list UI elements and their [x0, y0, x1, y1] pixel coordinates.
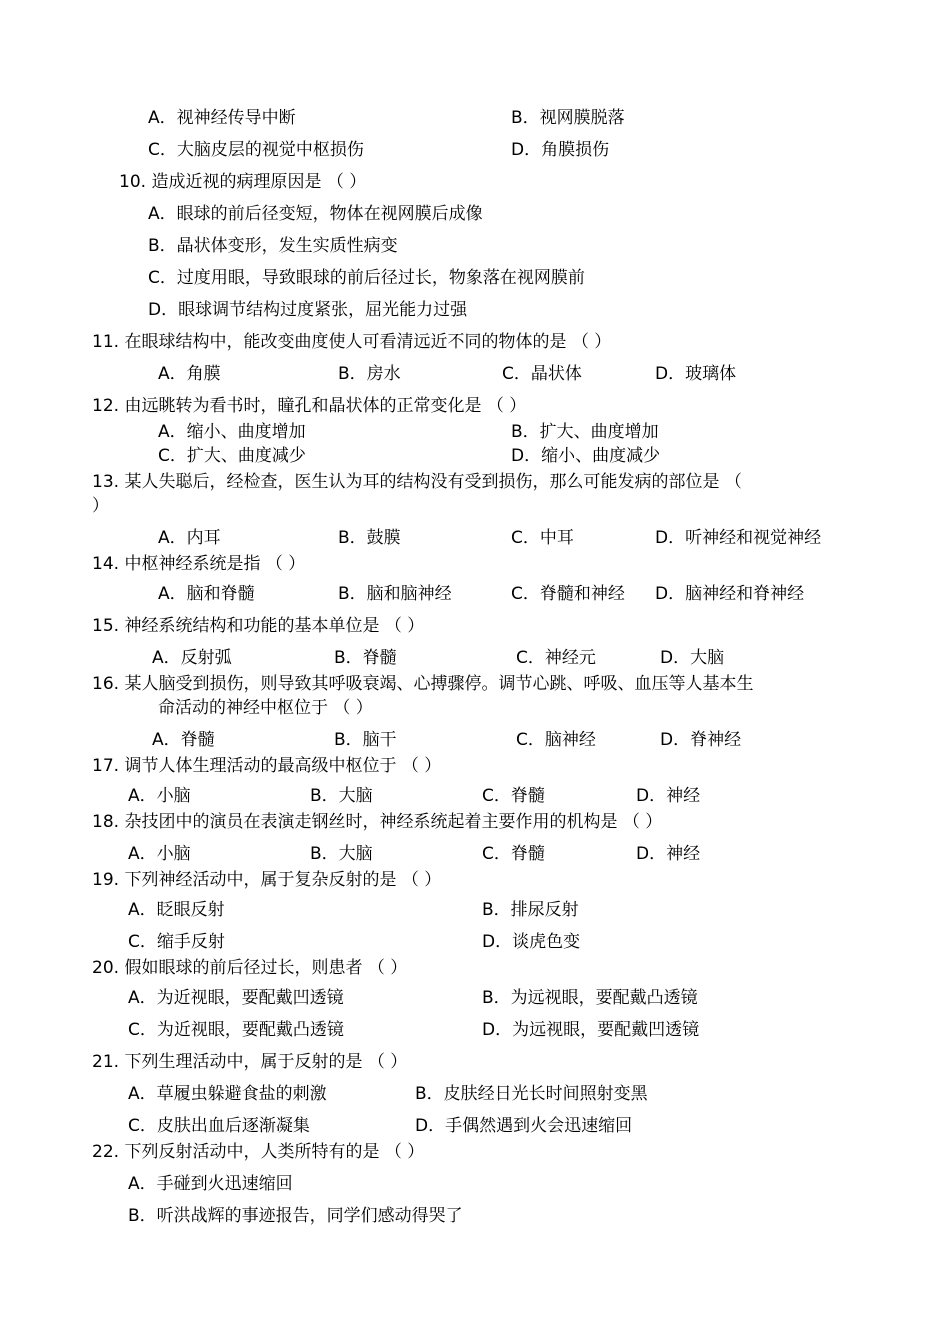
- q16-stem-cont: 命活动的神经中枢位于 （ ）: [158, 698, 373, 718]
- q14-option-c: C．脊髓和神经: [511, 584, 625, 604]
- q17-stem: 17. 调节人体生理活动的最高级中枢位于 （ ）: [92, 756, 442, 776]
- q16-option-d: D．脊神经: [660, 730, 742, 750]
- q17-option-b: B．大脑: [310, 786, 373, 806]
- q14-option-d: D．脑神经和脊神经: [655, 584, 805, 604]
- q22-stem: 22. 下列反射活动中，人类所特有的是 （ ）: [92, 1142, 425, 1162]
- q13-option-a: A．内耳: [158, 528, 221, 548]
- q18-stem: 18. 杂技团中的演员在表演走钢丝时，神经系统起着主要作用的机构是 （ ）: [92, 812, 663, 832]
- q11-option-c: C．晶状体: [502, 364, 582, 384]
- q15-option-a: A．反射弧: [152, 648, 232, 668]
- q20-option-c: C．为近视眼，要配戴凸透镜: [128, 1020, 344, 1040]
- q20-option-d: D．为远视眼，要配戴凹透镜: [482, 1020, 700, 1040]
- q14-option-b: B．脑和脑神经: [338, 584, 452, 604]
- q9-option-b: B．视网膜脱落: [511, 108, 625, 128]
- q18-option-b: B．大脑: [310, 844, 373, 864]
- q13-option-d: D．听神经和视觉神经: [655, 528, 822, 548]
- q15-option-c: C．神经元: [516, 648, 596, 668]
- q19-option-d: D．谈虎色变: [482, 932, 581, 952]
- q10-option-b: B．晶状体变形，发生实质性病变: [148, 236, 398, 256]
- q20-stem: 20. 假如眼球的前后径过长，则患者 （ ）: [92, 958, 408, 978]
- q15-stem: 15. 神经系统结构和功能的基本单位是 （ ）: [92, 616, 425, 636]
- q13-option-c: C．中耳: [511, 528, 574, 548]
- q13-option-b: B．鼓膜: [338, 528, 401, 548]
- q19-option-b: B．排尿反射: [482, 900, 579, 920]
- q22-option-b: B．听洪战辉的事迹报告，同学们感动得哭了: [128, 1206, 463, 1226]
- q12-option-a: A．缩小、曲度增加: [158, 422, 306, 442]
- q16-stem: 16. 某人脑受到损伤，则导致其呼吸衰竭、心搏骤停。调节心跳、呼吸、血压等人基本生: [92, 674, 754, 694]
- q16-option-b: B．脑干: [334, 730, 397, 750]
- q15-option-b: B．脊髓: [334, 648, 397, 668]
- q11-option-a: A．角膜: [158, 364, 221, 384]
- q16-option-a: A．脊髓: [152, 730, 215, 750]
- q9-option-a: A．视神经传导中断: [148, 108, 296, 128]
- q11-option-d: D．玻璃体: [655, 364, 737, 384]
- q14-option-a: A．脑和脊髓: [158, 584, 255, 604]
- q17-option-c: C．脊髓: [482, 786, 545, 806]
- q18-option-a: A．小脑: [128, 844, 191, 864]
- q20-option-b: B．为远视眼，要配戴凸透镜: [482, 988, 698, 1008]
- q13-stem-cont: ）: [92, 496, 109, 516]
- q10-option-a: A．眼球的前后径变短，物体在视网膜后成像: [148, 204, 483, 224]
- q12-option-c: C．扩大、曲度减少: [158, 446, 306, 466]
- q12-option-b: B．扩大、曲度增加: [511, 422, 659, 442]
- q22-option-a: A．手碰到火迅速缩回: [128, 1174, 293, 1194]
- q19-option-c: C．缩手反射: [128, 932, 225, 952]
- q17-option-d: D．神经: [636, 786, 701, 806]
- q13-stem: 13. 某人失聪后，经检查，医生认为耳的结构没有受到损伤，那么可能发病的部位是 （: [92, 472, 742, 492]
- q16-option-c: C．脑神经: [516, 730, 596, 750]
- q19-stem: 19. 下列神经活动中，属于复杂反射的是 （ ）: [92, 870, 442, 890]
- q20-option-a: A．为近视眼，要配戴凹透镜: [128, 988, 344, 1008]
- q10-option-c: C．过度用眼，导致眼球的前后径过长，物象落在视网膜前: [148, 268, 585, 288]
- q19-option-a: A．眨眼反射: [128, 900, 225, 920]
- q11-stem: 11. 在眼球结构中，能改变曲度使人可看清远近不同的物体的是 （ ）: [92, 332, 612, 352]
- q12-stem: 12. 由远眺转为看书时，瞳孔和晶状体的正常变化是 （ ）: [92, 396, 527, 416]
- q10-option-d: D．眼球调节结构过度紧张，屈光能力过强: [148, 300, 468, 320]
- q11-option-b: B．房水: [338, 364, 401, 384]
- q10-stem: 10. 造成近视的病理原因是 （ ）: [119, 172, 367, 192]
- q21-option-a: A．草履虫躲避食盐的刺激: [128, 1084, 327, 1104]
- q21-option-c: C．皮肤出血后逐渐凝集: [128, 1116, 310, 1136]
- q21-option-b: B．皮肤经日光长时间照射变黑: [415, 1084, 648, 1104]
- q21-option-d: D．手偶然遇到火会迅速缩回: [415, 1116, 633, 1136]
- q12-option-d: D．缩小、曲度减少: [511, 446, 661, 466]
- q17-option-a: A．小脑: [128, 786, 191, 806]
- q9-option-d: D．角膜损伤: [511, 140, 610, 160]
- q9-option-c: C．大脑皮层的视觉中枢损伤: [148, 140, 364, 160]
- q14-stem: 14. 中枢神经系统是指 （ ）: [92, 554, 306, 574]
- q18-option-c: C．脊髓: [482, 844, 545, 864]
- q18-option-d: D．神经: [636, 844, 701, 864]
- q15-option-d: D．大脑: [660, 648, 725, 668]
- q21-stem: 21. 下列生理活动中，属于反射的是 （ ）: [92, 1052, 408, 1072]
